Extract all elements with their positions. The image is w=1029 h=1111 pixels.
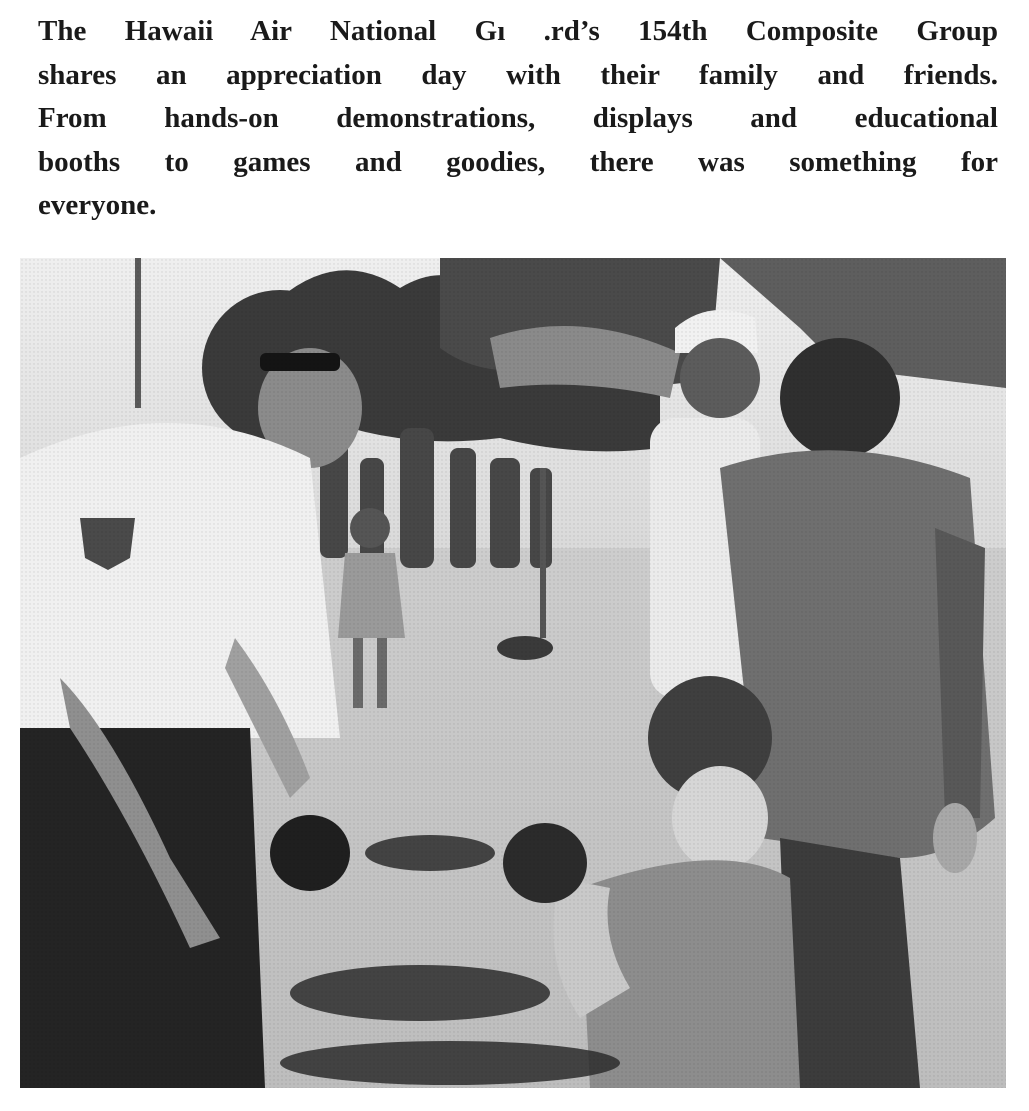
caption-line-3: From hands-on demonstrations, displays and educational <box>38 102 998 134</box>
event-photograph <box>20 258 1006 1088</box>
photograph-illustration <box>20 258 1006 1088</box>
caption-line-5: everyone. <box>38 189 157 221</box>
photo-caption <box>38 10 998 228</box>
caption-line-4: booths to games and goodies, there was something for <box>38 145 998 178</box>
caption-line-1: The Hawaii Air National Gı .rd’s 154th Composite Group <box>38 15 998 47</box>
caption-line-2: shares an appreciation day with their family and friends. <box>38 58 998 91</box>
halftone-grain <box>20 258 1006 1088</box>
